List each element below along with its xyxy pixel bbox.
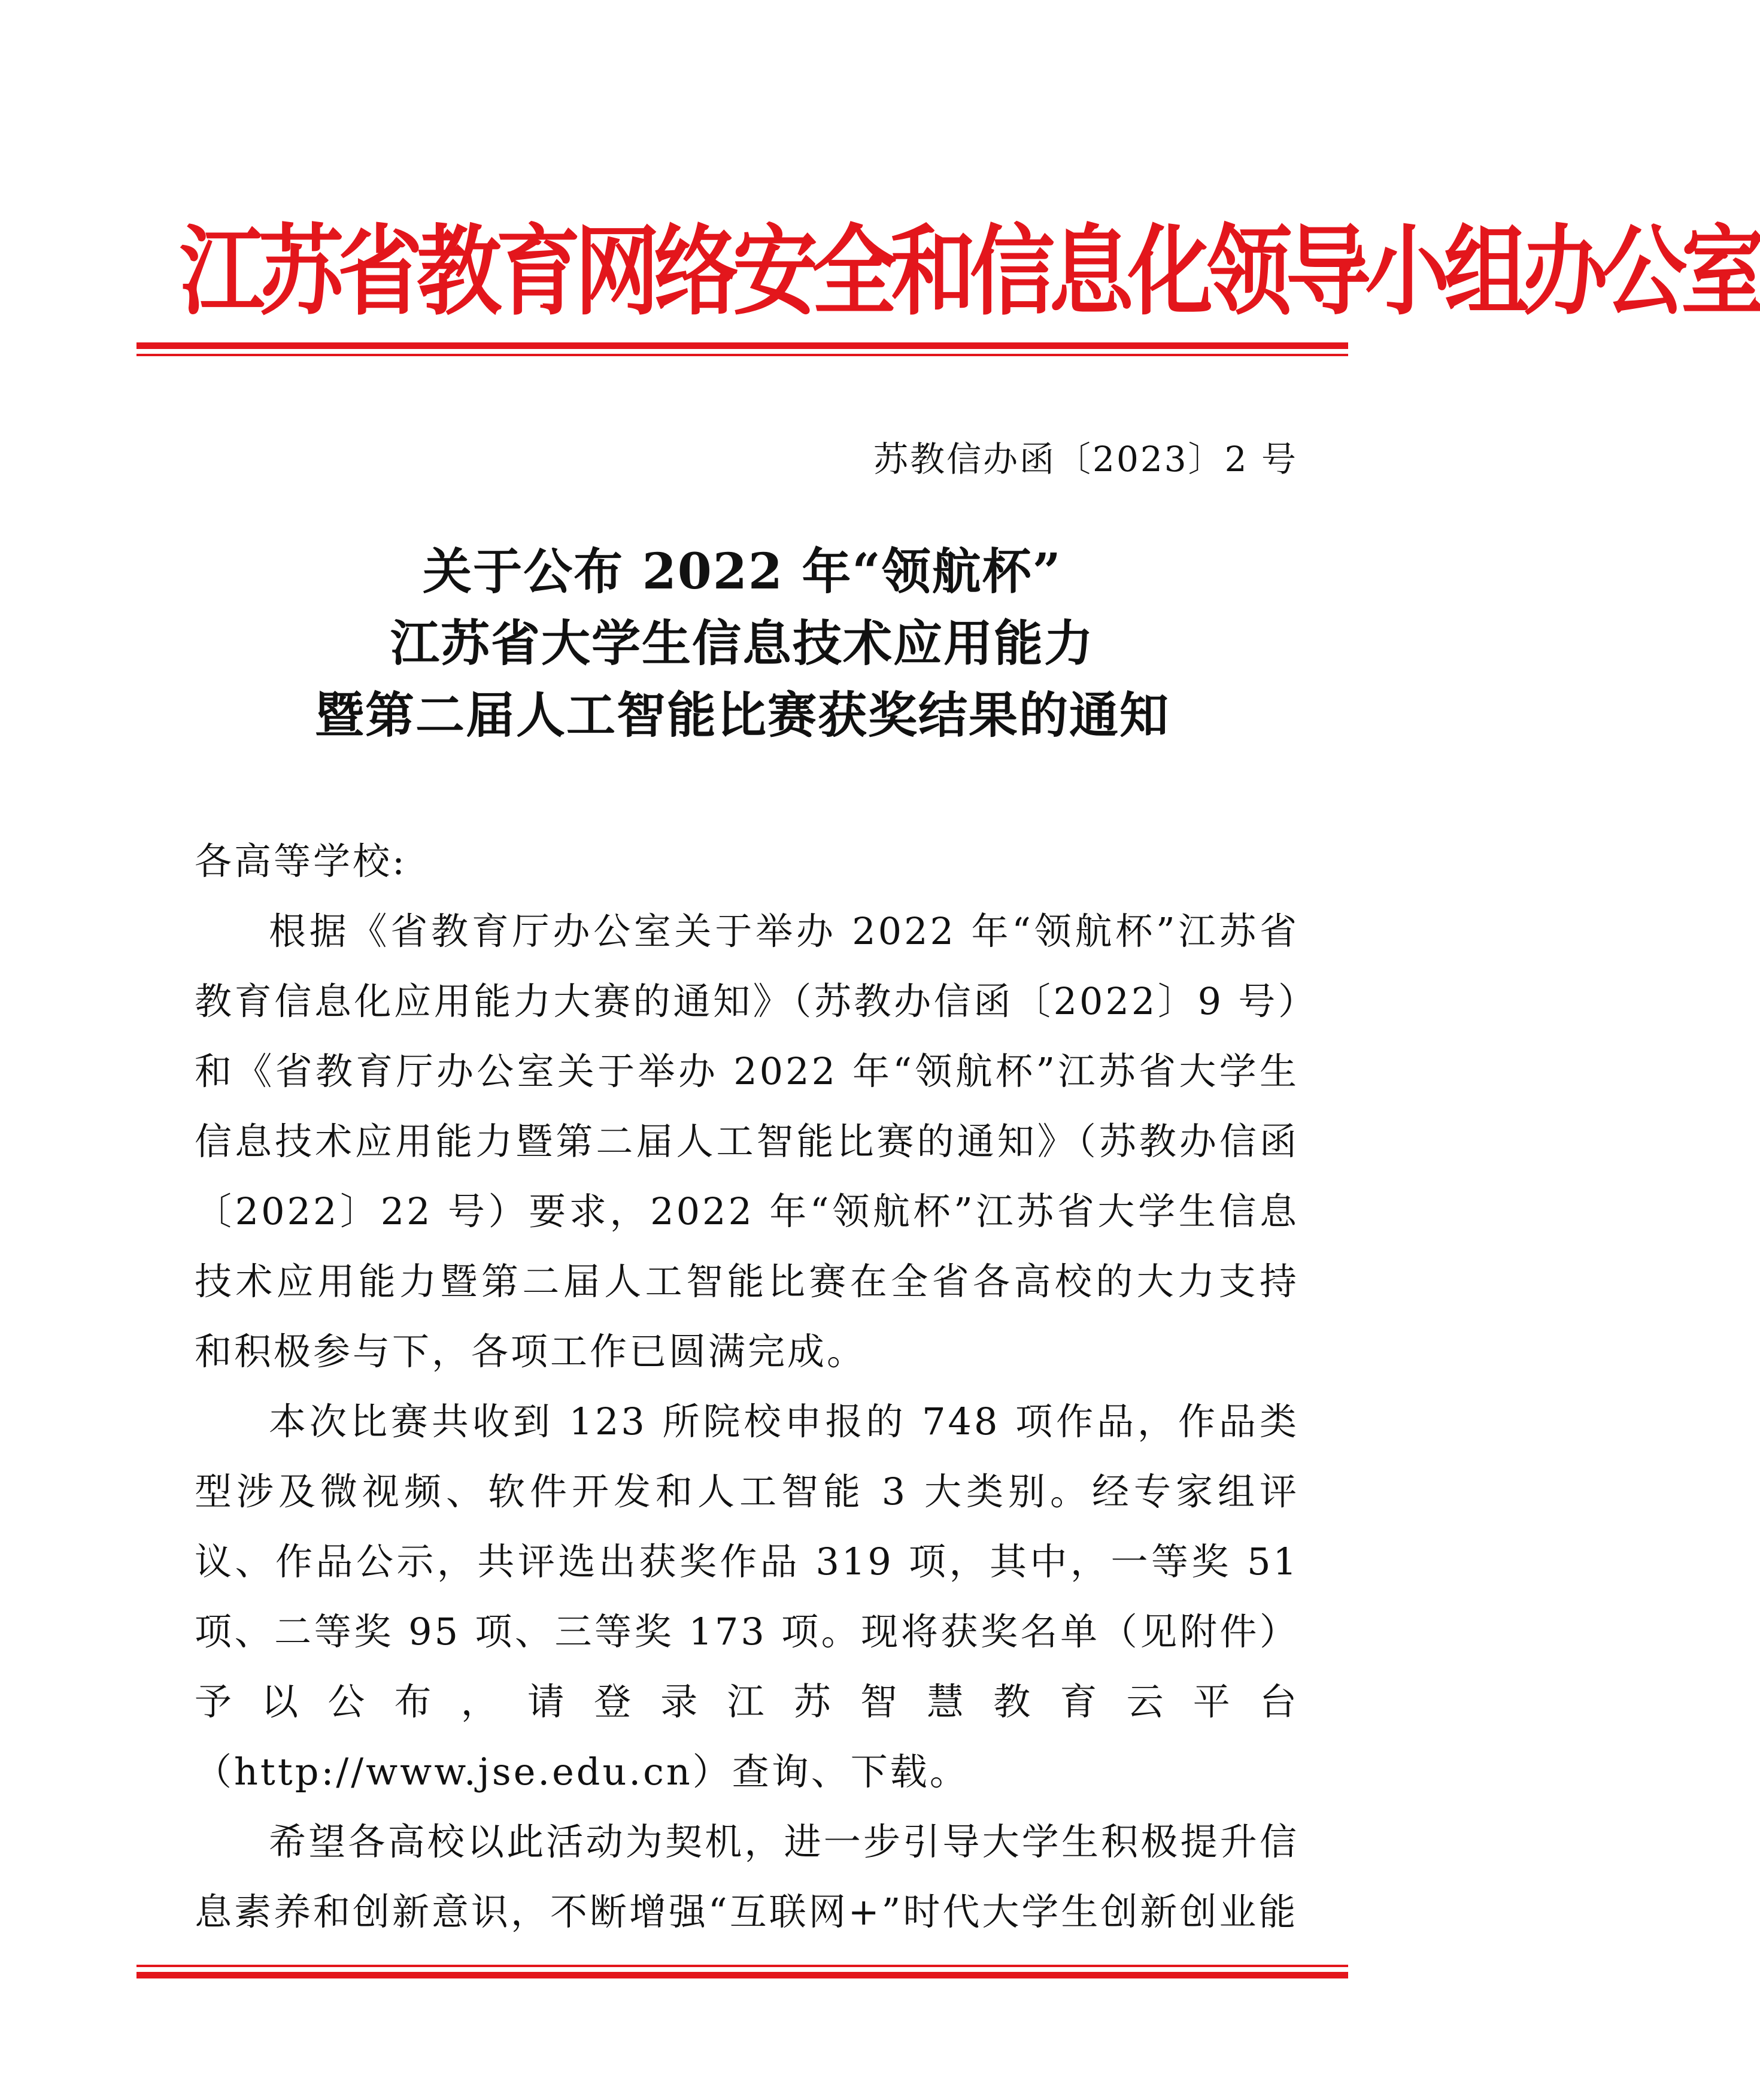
title-line-1: 关于公布 2022 年“领航杯” — [423, 543, 1062, 600]
document-body — [195, 826, 1299, 1947]
issuing-organization-header: 江苏省教育网络安全和信息化领导小组办公室 — [180, 215, 1760, 329]
header-rule-thin — [136, 354, 1348, 356]
document-number: 苏教信办函〔2023〕2 号 — [873, 439, 1298, 480]
title-line-2: 江苏省大学生信息技术应用能力 — [390, 615, 1094, 672]
paragraph-2: 本次比赛共收到 123 所院校申报的 748 项作品，作品类型涉及微视频、软件开发和人工智能 3 大类别。经专家组评议、作品公示，共评选出获奖作品 319 项，其中，一等奖 51 项、二等奖 95 项、三等奖 173 项。现将获奖名单（见附件）予以公布，请登录江苏智慧教育云平台（http://www.jse.edu.cn）查询、下载。 — [195, 1400, 1299, 1794]
document-title — [144, 536, 1341, 751]
salutation: 各高等学校: — [195, 839, 407, 883]
header-rule-thick — [136, 342, 1348, 349]
footer-rule-thick — [136, 1972, 1348, 1978]
title-line-3: 暨第二届人工智能比赛获奖结果的通知 — [314, 687, 1170, 744]
paragraph-1: 根据《省教育厅办公室关于举办 2022 年“领航杯”江苏省教育信息化应用能力大赛的通知》（苏教办信函〔2022〕9 号）和《省教育厅办公室关于举办 2022 年“领航杯”江苏省大学生信息技术应用能力暨第二届人工智能比赛的通知》（苏教办信函〔2022〕22 号）要求，2022 年“领航杯”江苏省大学生信息技术应用能力暨第二届人工智能比赛在全省各高校的大力支持和积极参与下，各项工作已圆满完成。 — [195, 909, 1299, 1373]
footer-rule-thin — [136, 1965, 1348, 1967]
paragraph-3: 希望各高校以此活动为契机，进一步引导大学生积极提升信息素养和创新意识，不断增强“互联网+”时代大学生创新创业能 — [195, 1820, 1299, 1934]
